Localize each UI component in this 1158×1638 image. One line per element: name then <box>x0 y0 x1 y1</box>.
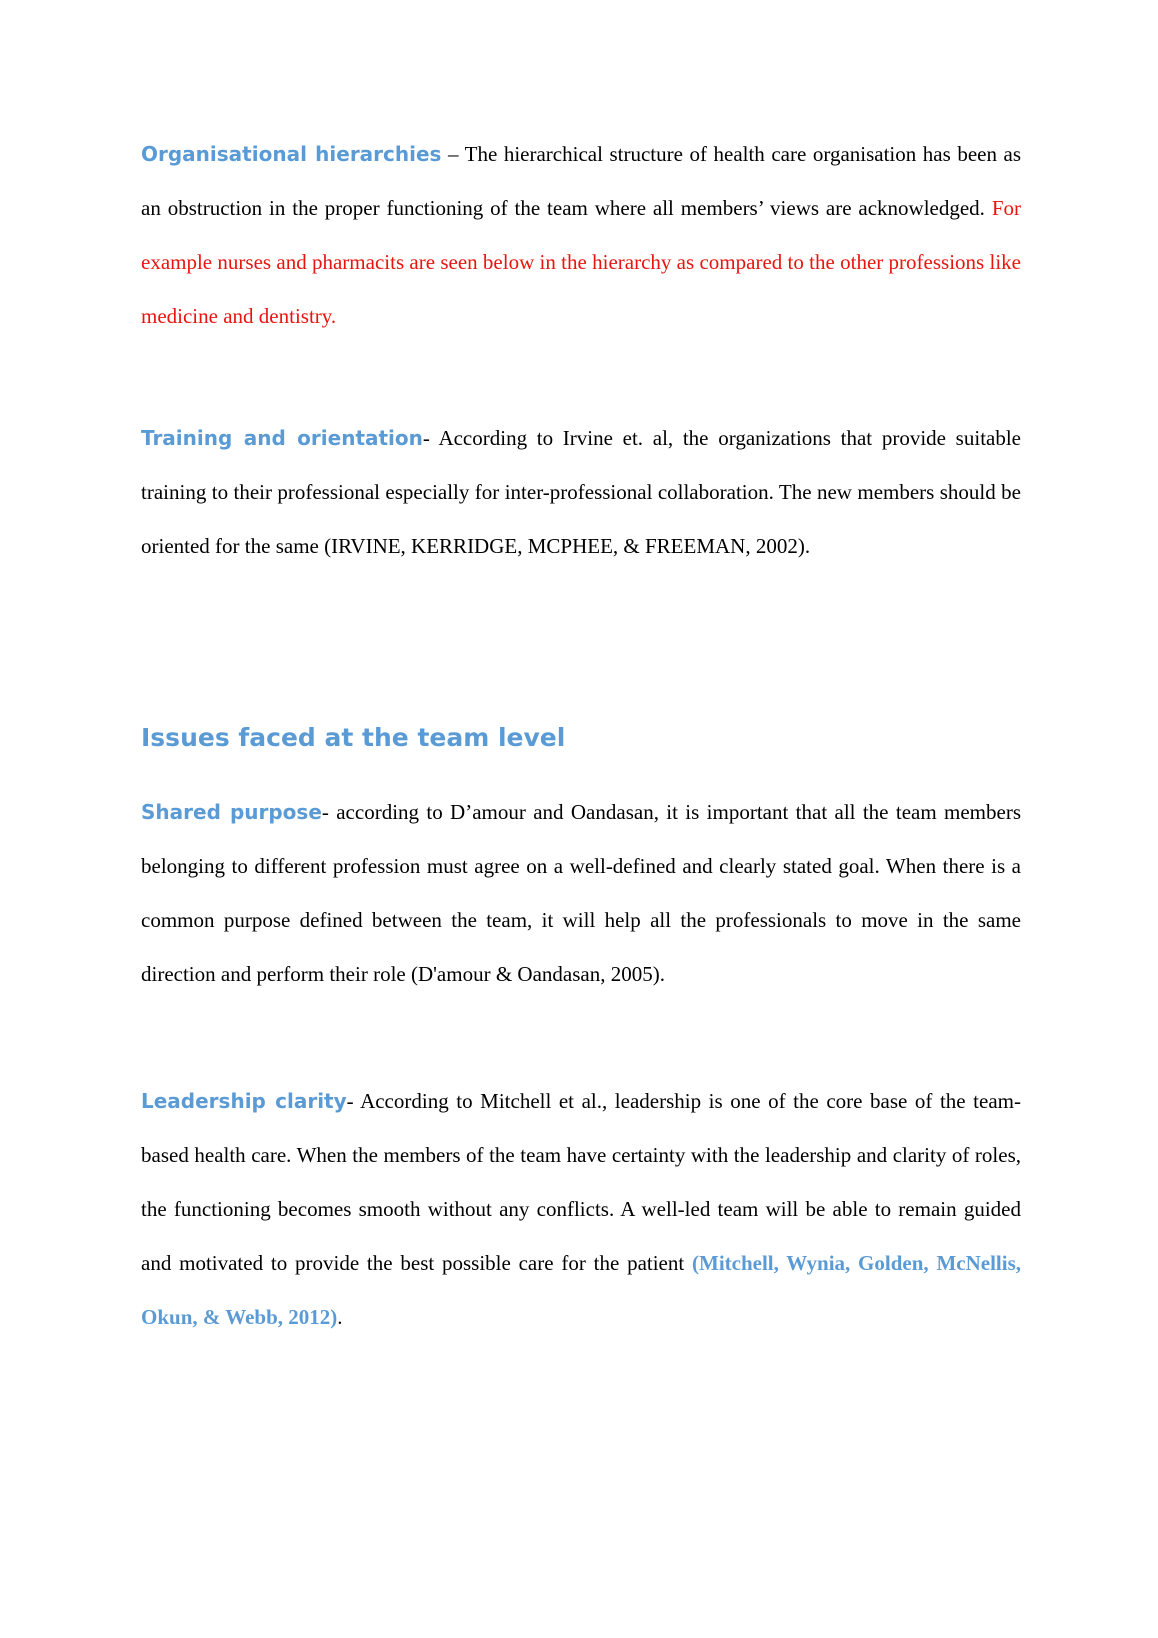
paragraph-training-orientation <box>141 411 1021 573</box>
term-shared-purpose: Shared purpose <box>141 800 322 824</box>
paragraph-leadership-clarity <box>141 1074 1021 1344</box>
citation: (Mitchell, Wynia, Golden, McNellis, Okun, & Webb, 2012) <box>141 1251 1021 1329</box>
term-organisational-hierarchies: Organisational hierarchies <box>141 142 442 166</box>
paragraph-text: - According to Mitchell et al., leadership is one of the core base of the team-based health care. When the members of the team have certainty with the leadership and clarity of roles, the functioning becomes smooth without any conflicts. A well-led team will be able to remain guided and motivated to provide the best possible care for the patient <box>141 1089 1021 1275</box>
paragraph-text: - According to Irvine et. al, the organizations that provide suitable training to their professional especially for inter-professional collaboration. The new members should be oriented for the same (IRVINE, KERRIDGE, MCPHEE, & FREEMAN, 2002). <box>141 426 1022 558</box>
section-heading: Issues faced at the team level <box>141 723 566 752</box>
paragraph-text: - according to D’amour and Oandasan, it is important that all the team members belonging to different profession must agree on a well-defined and clearly stated goal. When there is a common purpose defined between the team, it will help all the professionals to move in the same direction and perform their role (D'amour & Oandasan, 2005). <box>141 800 1021 986</box>
paragraph-end: . <box>337 1305 343 1329</box>
paragraph-shared-purpose <box>141 785 1021 1001</box>
term-leadership-clarity: Leadership clarity <box>141 1089 347 1113</box>
highlighted-example-text: For example nurses and pharmacits are seen below in the hierarchy as compared to the other professions like medicine and dentistry. <box>141 196 1021 328</box>
paragraph-organisational-hierarchies <box>141 127 1021 343</box>
term-training-orientation: Training and orientation <box>141 426 423 450</box>
paragraph-text: – The hierarchical structure of health care organisation has been as an obstruction in the proper functioning of the team where all members’ views are acknowledged. <box>141 142 1021 220</box>
